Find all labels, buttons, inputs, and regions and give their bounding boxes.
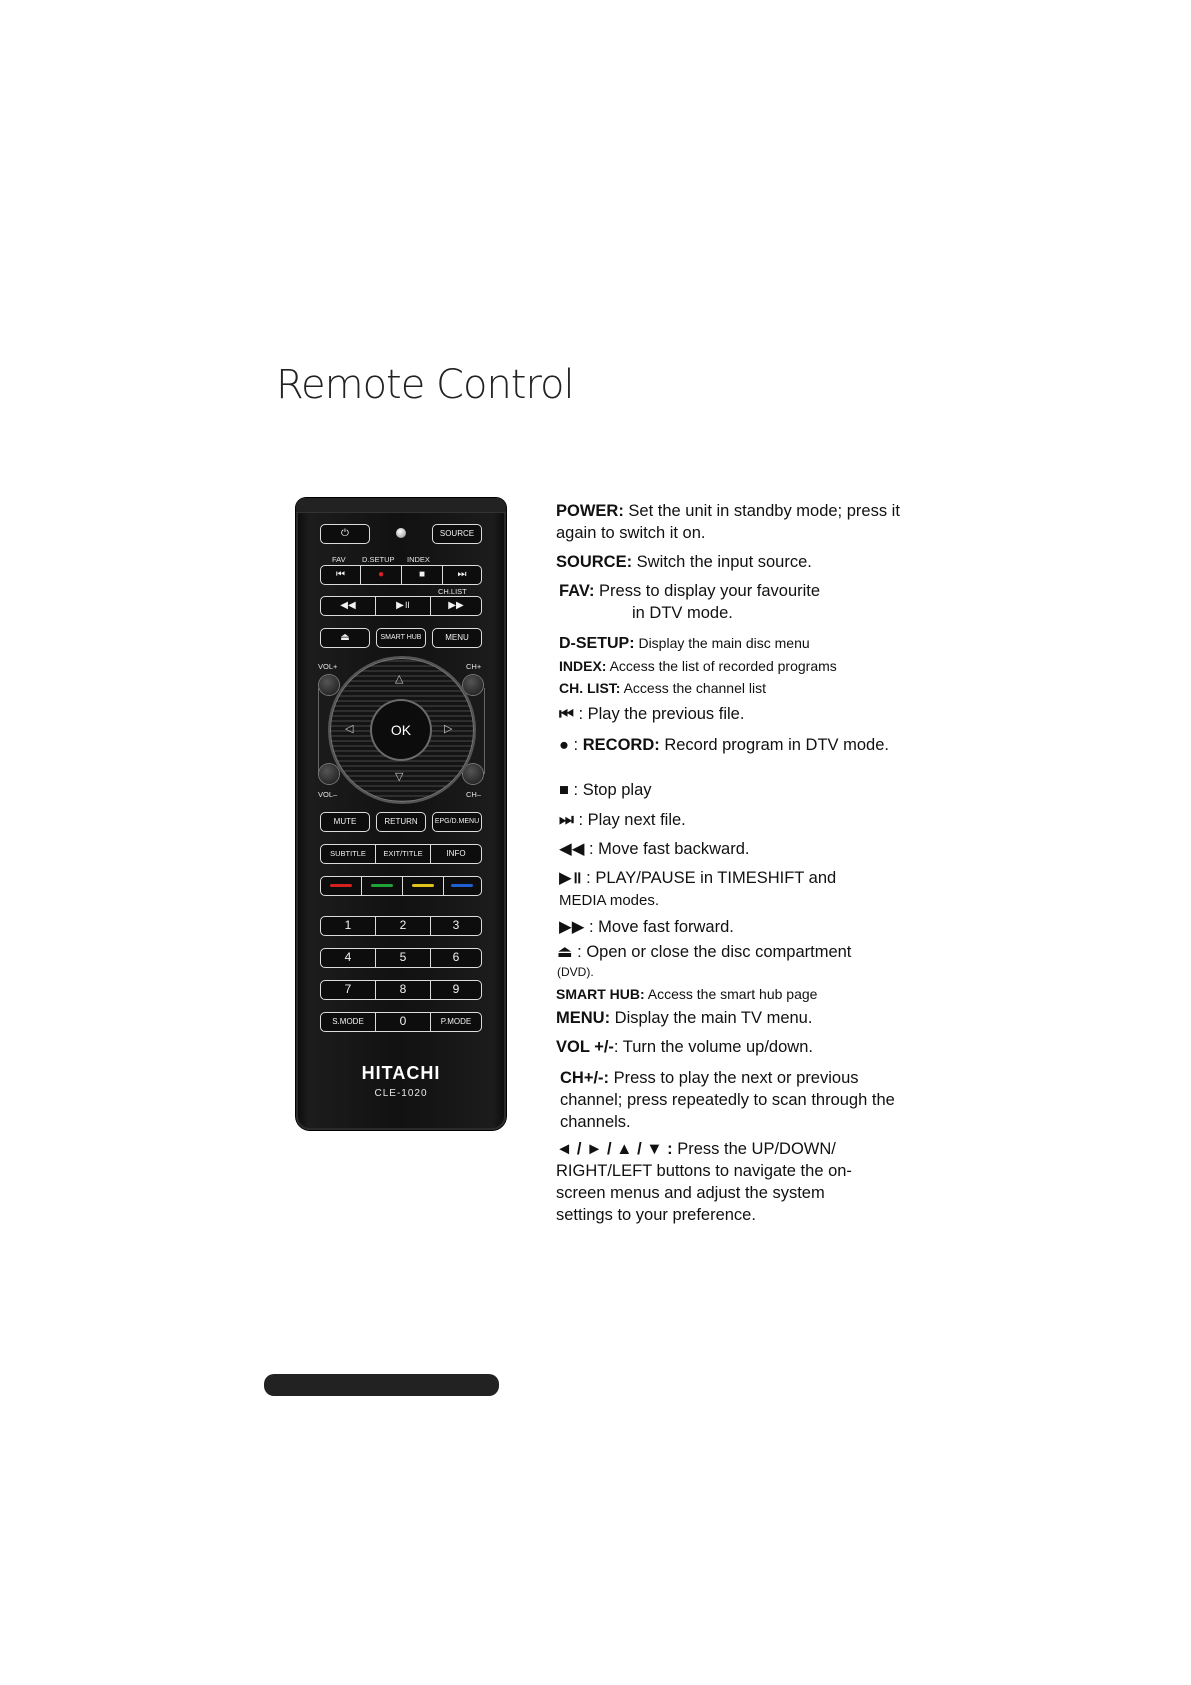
vol-plus-label: VOL+ <box>318 662 338 671</box>
page-title: Remote Control <box>276 362 574 408</box>
dsetup-key: D-SETUP: <box>559 635 635 652</box>
nav-up-icon[interactable]: △ <box>395 673 404 685</box>
digit-2-button[interactable]: 2 <box>375 916 431 936</box>
chlist-description <box>559 679 919 697</box>
index-key: INDEX: <box>559 658 607 674</box>
fast-forward-description <box>559 916 919 938</box>
stop-text: : Stop play <box>568 781 652 799</box>
record-description: ● : RECORD: Record program in DTV mode. <box>559 736 889 754</box>
dsetup-label: D.SETUP <box>362 555 395 564</box>
source-key: SOURCE: <box>556 553 633 571</box>
smart-hub-description <box>556 983 916 1005</box>
skip-forward-icon: ⏭ <box>559 811 574 829</box>
nav-description <box>556 1138 856 1226</box>
nav-key: ◄ / ► / ▲ / ▼ : <box>556 1140 673 1158</box>
power-key: POWER: <box>556 502 624 520</box>
play-pause-icon: ▶॥ <box>559 869 582 887</box>
vol-up-button[interactable] <box>319 675 339 695</box>
skip-back-icon: ⏮ <box>336 569 345 580</box>
nav-left-icon[interactable]: ◁ <box>345 723 354 735</box>
menu-key: MENU: <box>556 1009 611 1027</box>
ch-plus-label: CH+ <box>466 662 482 671</box>
prev-description <box>559 703 919 725</box>
eject-text-2: (DVD). <box>557 965 594 979</box>
record-key: RECORD: <box>582 736 660 754</box>
next-text: : Play next file. <box>573 811 686 829</box>
source-button[interactable]: SOURCE <box>432 524 482 544</box>
chlist-text: Access the channel list <box>620 680 766 696</box>
rewind-description <box>559 838 919 860</box>
play-pause-button[interactable] <box>375 596 431 616</box>
digit-6-button[interactable]: 6 <box>430 948 482 968</box>
ch-minus-label: CH– <box>466 790 482 799</box>
eject-text: : Open or close the disc compartment <box>572 943 852 961</box>
ch-description <box>560 1067 912 1133</box>
play-pause-text: : PLAY/PAUSE in TIMESHIFT and <box>581 869 837 887</box>
index-label: INDEX <box>407 555 430 564</box>
menu-button[interactable]: MENU <box>432 628 482 648</box>
power-icon: ⏻ <box>341 528 349 539</box>
epg-button[interactable]: EPG/D.MENU <box>432 812 482 832</box>
fav-text: Press to display your favourite <box>594 582 821 600</box>
record-icon: ● <box>377 569 385 580</box>
smart-hub-text: Access the smart hub page <box>644 986 818 1002</box>
subtitle-button[interactable]: SUBTITLE <box>320 844 376 864</box>
digit-1-button[interactable]: 1 <box>320 916 376 936</box>
fav-description <box>559 580 919 624</box>
stop-icon: ■ <box>418 569 426 580</box>
return-button[interactable]: RETURN <box>376 812 426 832</box>
red-bar <box>330 884 352 887</box>
s-mode-button[interactable]: S.MODE <box>320 1012 376 1032</box>
fav-text-2: in DTV mode. <box>632 604 733 622</box>
power-text: Set the unit in standby mode; press it again to switch it on. <box>556 502 900 542</box>
fast-forward-icon: ▶▶ <box>448 600 464 611</box>
yellow-bar <box>412 884 434 887</box>
digit-3-button[interactable]: 3 <box>430 916 482 936</box>
stop-square-icon: ■ <box>559 781 569 799</box>
green-bar <box>371 884 393 887</box>
chlist-label: CH.LIST <box>438 587 467 596</box>
vol-key: VOL +/- <box>556 1038 614 1056</box>
nav-right-icon[interactable]: ▷ <box>444 723 453 735</box>
digit-8-button[interactable]: 8 <box>375 980 431 1000</box>
skip-forward-icon: ⏭ <box>457 569 467 580</box>
rewind-icon: ◀◀ <box>340 600 356 611</box>
power-description <box>556 500 916 544</box>
eject-icon: ⏏ <box>557 943 573 961</box>
record-button[interactable] <box>360 565 402 585</box>
p-mode-button[interactable]: P.MODE <box>430 1012 482 1032</box>
index-description <box>559 657 919 675</box>
vol-down-button[interactable] <box>319 764 339 784</box>
fav-key: FAV: <box>559 582 595 600</box>
digit-0-button[interactable]: 0 <box>375 1012 431 1032</box>
eject-icon: ⏏ <box>340 632 350 643</box>
brand-logo: HITACHI <box>361 1063 441 1083</box>
ch-rocker <box>484 688 485 774</box>
smart-hub-button[interactable]: SMART HUB <box>376 628 426 648</box>
source-text: Switch the input source. <box>632 553 812 571</box>
smart-hub-key: SMART HUB: <box>556 986 645 1002</box>
ch-text: Press to play the next or previous channel; press repeatedly to scan through the channels. <box>560 1069 895 1131</box>
play-pause-text-2: MEDIA modes. <box>559 892 660 909</box>
mute-button[interactable]: MUTE <box>320 812 370 832</box>
menu-text: Display the main TV menu. <box>610 1009 813 1027</box>
skip-back-icon: ⏮ <box>559 705 574 723</box>
ch-key: CH+/-: <box>560 1069 610 1087</box>
stop-button[interactable] <box>401 565 443 585</box>
digit-4-button[interactable]: 4 <box>320 948 376 968</box>
vol-minus-label: VOL– <box>318 790 338 799</box>
indicator-led <box>396 528 406 538</box>
menu-description <box>556 1007 916 1029</box>
power-button[interactable] <box>320 524 370 544</box>
remote-top-cap <box>296 498 506 513</box>
next-button[interactable] <box>442 565 482 585</box>
next-description <box>559 809 919 831</box>
record-dot-icon: ● <box>559 736 569 754</box>
footer-bar <box>264 1374 499 1396</box>
record-text: Record program in DTV mode. <box>659 736 889 754</box>
fast-forward-text: : Move fast forward. <box>584 918 734 936</box>
source-description <box>556 551 916 573</box>
rewind-text: : Move fast backward. <box>584 840 750 858</box>
rewind-button[interactable] <box>320 596 376 616</box>
nav-text: Press the UP/DOWN/ RIGHT/LEFT buttons to navigate the on-screen menus and adjust the system settings to your preference. <box>556 1140 852 1224</box>
nav-down-icon[interactable]: ▽ <box>395 771 404 783</box>
chlist-key: CH. LIST: <box>559 680 621 696</box>
exit-title-button[interactable]: EXIT/TITLE <box>375 844 431 864</box>
index-text: Access the list of recorded programs <box>606 658 837 674</box>
play-pause-icon: ▶॥ <box>396 600 410 611</box>
eject-button[interactable] <box>320 628 370 648</box>
dsetup-description <box>559 632 919 655</box>
digit-7-button[interactable]: 7 <box>320 980 376 1000</box>
ch-up-button[interactable] <box>463 675 483 695</box>
vol-description <box>556 1036 916 1058</box>
eject-description <box>557 943 917 982</box>
digit-9-button[interactable]: 9 <box>430 980 482 1000</box>
play-pause-description <box>559 867 919 912</box>
vol-rocker <box>318 688 319 774</box>
dsetup-text: Display the main disc menu <box>634 635 810 651</box>
prev-button[interactable] <box>320 565 361 585</box>
ch-down-button[interactable] <box>463 764 483 784</box>
info-button[interactable]: INFO <box>430 844 482 864</box>
rewind-icon: ◀◀ <box>559 840 585 858</box>
blue-bar <box>451 884 473 887</box>
model-number: CLE-1020 <box>374 1088 428 1099</box>
prev-text: : Play the previous file. <box>573 705 745 723</box>
fast-forward-button[interactable] <box>430 596 482 616</box>
digit-5-button[interactable]: 5 <box>375 948 431 968</box>
ok-button[interactable]: OK <box>372 701 430 759</box>
vol-text: : Turn the volume up/down. <box>613 1038 813 1056</box>
fast-forward-icon: ▶▶ <box>559 918 585 936</box>
stop-description <box>559 779 919 801</box>
fav-label: FAV <box>332 555 346 564</box>
